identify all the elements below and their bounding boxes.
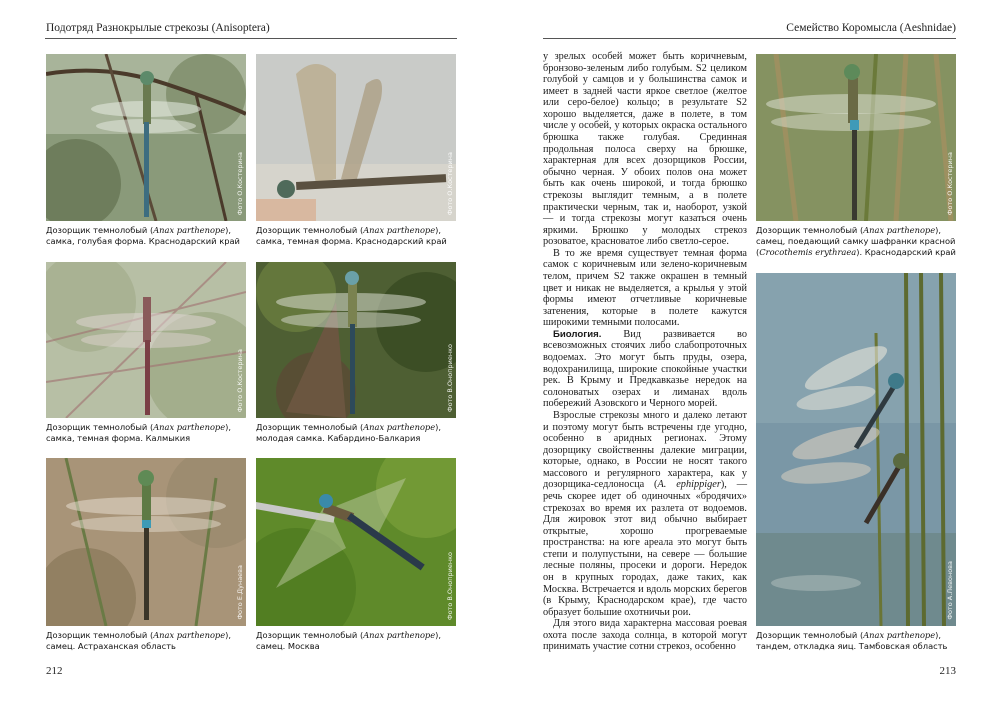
caption-photo-7: Дозорщик темнолобый (Anax parthenope), самец, поедающий самку шафранки красной (Crocothemis erythraea). Краснодарский край bbox=[756, 225, 956, 257]
photo-male-eating-female bbox=[756, 54, 956, 221]
caption-photo-2: Дозорщик темнолобый (Anax parthenope), самка, темная форма. Краснодарский край bbox=[256, 225, 447, 246]
caption-photo-5: Дозорщик темнолобый (Anax parthenope), самец. Астраханская область bbox=[46, 630, 232, 651]
body-paragraph: Для этого вида характерна массовая роевая охота после захода солнца, в которой могут принимать участие сотни стрекоз, особенно bbox=[543, 618, 747, 653]
photo-male-moscow bbox=[256, 458, 456, 626]
photo-credit: Фото Е.Дунаева bbox=[236, 565, 244, 620]
body-paragraph-biology: Биология. Вид развивается во всевозможных стоячих либо слабопроточных водоемах. Это могут быть пруды, озера, водохранилища, широкие спокойные участки рек. В Крыму и Предкавказье нередок на солоноватых озерах и лиманах вдоль побережий Азовского и Черного морей. bbox=[543, 328, 747, 410]
caption-photo-6: Дозорщик темнолобый (Anax parthenope), самец. Москва bbox=[256, 630, 442, 651]
body-paragraph: у зрелых особей может быть коричневым, бронзово-зеленым либо голубым. S2 целиком голубой у самцов и у большинства самок и имеет в задней части яркое светлое (желтое или серо-белое) кольцо; в результате S2 хорошо выделяется, даже в полете, в том числе у особей, у которых окраска остального брюшка также голубая. Срединная продольная полоса сверху на брюшке, характерная для всех дозорщиков России, обычно черная. У обоих полов она может быть как очень широкой, и тогда брюшко стрекозы выглядит темным, а в полете практически черным, так и, наоборот, узкой — и тогда стрекозы могут казаться очень яркими. Брюшко у молодых стрекоз розоватое, красноватое либо светло-серое. bbox=[543, 51, 747, 248]
photo-credit: Фото О.Костерина bbox=[236, 348, 244, 412]
body-text-column bbox=[543, 51, 747, 653]
photo-credit: Фото О.Костерина bbox=[946, 151, 954, 215]
left-page-header: Подотряд Разнокрылые стрекозы (Anisoptera) bbox=[46, 22, 270, 34]
photo-female-blue-form bbox=[46, 54, 246, 221]
left-header-rule bbox=[45, 38, 457, 39]
photo-credit: Фото О.Костерина bbox=[446, 151, 454, 215]
photo-credit: Фото В.Оноприенко bbox=[446, 343, 454, 412]
photo-female-dark-kalmykia bbox=[46, 262, 246, 418]
caption-photo-8: Дозорщик темнолобый (Anax parthenope), тандем, откладка яиц. Тамбовская область bbox=[756, 630, 948, 651]
photo-credit: Фото О.Костерина bbox=[236, 151, 244, 215]
caption-photo-4: Дозорщик темнолобый (Anax parthenope), молодая самка. Кабардино-Балкария bbox=[256, 422, 442, 443]
caption-photo-3: Дозорщик темнолобый (Anax parthenope), самка, темная форма. Калмыкия bbox=[46, 422, 232, 443]
body-paragraph: В то же время существует темная форма самок с коричневым или зелено-коричневым телом, причем S2 также окрашен в темный цвет и никак не выделяется, а крылья у этой формы имеют отчетливые коричневые затенения, которые в полете кажутся широкими темными полосами. bbox=[543, 247, 747, 329]
photo-tandem-oviposition bbox=[756, 273, 956, 626]
photo-young-female bbox=[256, 262, 456, 418]
right-page-header: Семейство Коромысла (Aeshnidae) bbox=[786, 22, 956, 34]
caption-photo-1: Дозорщик темнолобый (Anax parthenope), самка, голубая форма. Краснодарский край bbox=[46, 225, 240, 246]
page-number-left: 212 bbox=[46, 665, 63, 677]
page-number-right: 213 bbox=[939, 665, 956, 677]
body-paragraph: Взрослые стрекозы много и далеко летают и поэтому могут быть встречены где угодно, особенно в аридных регионах. Этому дозорщику свойственны далекие миграции, которые, однако, в России не носят такого массового и регулярного характера, как у дозорщика-седлоносца (A. ephippiger), — речь скорее идет об одиночных «бродячих» стрекозах во время их разлета от водоемов. Для жировок этот вид обычно выбирает открытые, хорошо прогреваемые пространства: на юге ареала это могут быть степи и полупустыни, на севере — большие лесные поляны, просеки и дороги. Нередок он в крупных городах, даже таких, как Москва. Встречается и вдоль морских берегов (в Крыму, Краснодарском крае), где часто образует большие охотничьи рои. bbox=[543, 409, 748, 618]
right-header-rule bbox=[543, 38, 956, 39]
photo-male-astrakhan bbox=[46, 458, 246, 626]
photo-credit: Фото А.Левонова bbox=[946, 561, 954, 620]
photo-credit: Фото В.Оноприенко bbox=[446, 551, 454, 620]
photo-female-dark-form bbox=[256, 54, 456, 221]
